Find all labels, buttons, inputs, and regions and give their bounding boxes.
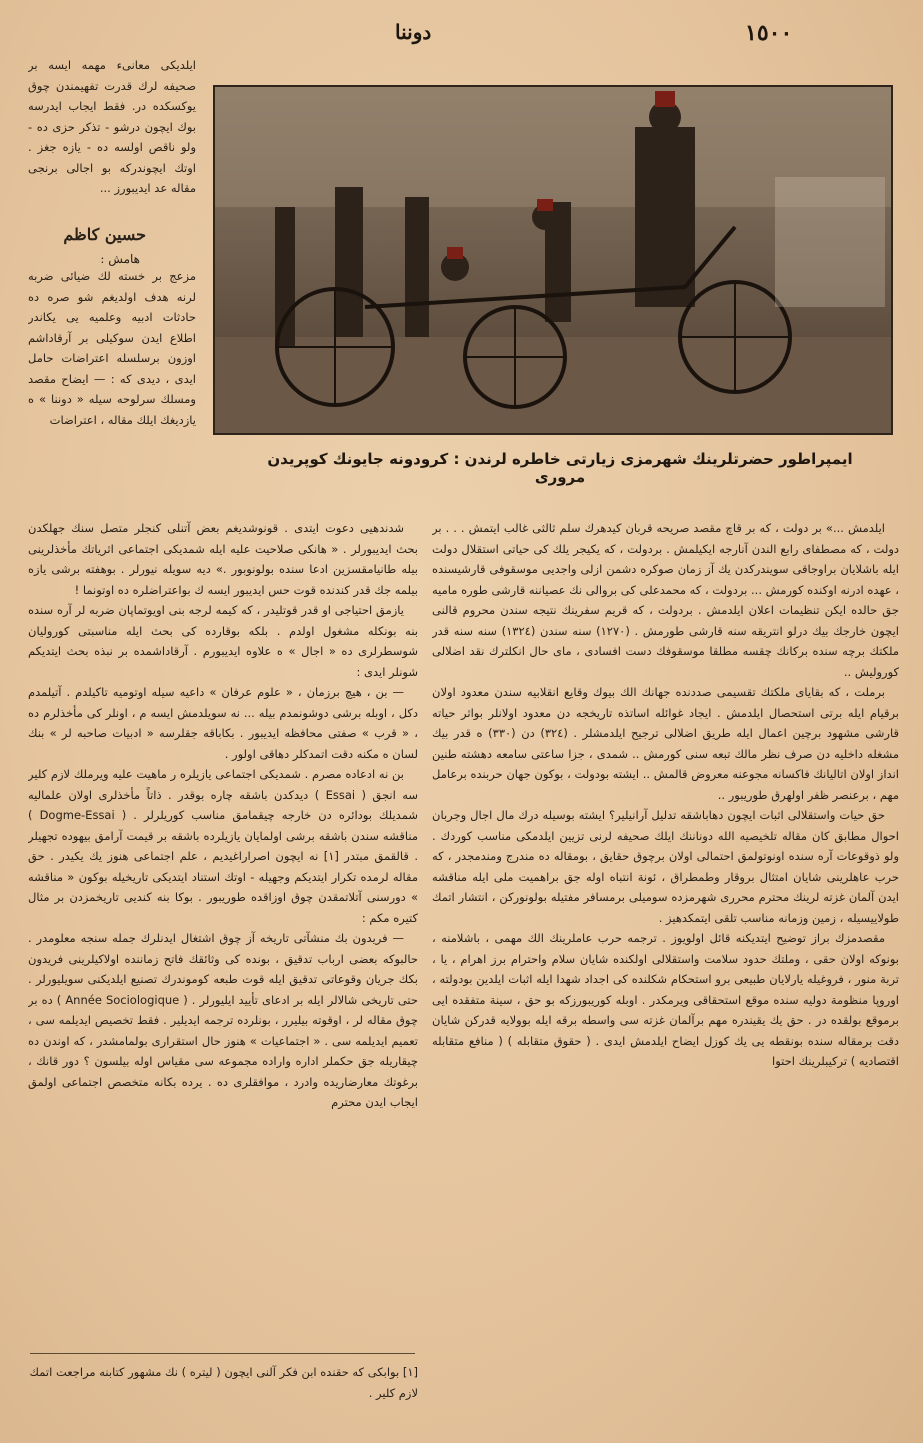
page-number: ١٥٠٠ (745, 20, 793, 46)
paragraph: مقصدمزك براز توضيح ايتديكنه قائل اولويوز . ترجمه حرب عاملرينك الك مهمى ، باشلامنه ، بونوكه اولان حقى ، وملتك حدود سلامت واستقلالى اولكنده شايان سلام واحترام برز اهرام ، يا ، تربة منور ، فروغيله يارلايان طبيعى برو استحكام شكلنده كى اجداد شهدا ايله اثبات ايلدين بودولته ، اوروپا منظومة دوليه سنده موقع استحقاقى ويرمكدر . اوبله كوريبورزكه بو حق ، سينة متفقده ايى برموقع بولقده در . حق يك يقيندره مهم برآلمان غزته سى واسطه برقه ايله بوولايه قدركن شايان دقت برمقاله سنده بونقطه يى يك كوزل ايضاح ايلدمش ايدى . ( حقوق متقابله ) ( منافع متقابله اقتصاديه ) تركيبلرينك احتوا (432, 931, 899, 1068)
photo-caption: ايمپراطور حضرتلرينك شهرمزى زيارتى خاطره لرندن : كرودونه جايونك كوپريدن مرورى (267, 450, 853, 486)
footnote-divider (30, 1353, 415, 1354)
paragraph: يازمق احتياجى او قدر قوتليدر ، كه كيمه لرجه بنى اويوتماپان ضربه لر آره سنده بنه بونكله مشغول اولدم . بلكه بوقارده كى بحث ايله مناسبتى كوروليان شوسطرلرى ده « اجال » ه علاوه ايديبورم . آرقاداشمده بر نبذه بحث ايتديكم شونلر ايدى : (28, 603, 418, 679)
paragraph: — فريدون بك منشآتى تاريخه آز چوق اشتغال ايدنلرك جمله سنجه معلومدر . حالبوكه بعضى ارباب تدقيق ، بونده كى وثائقك فاتح زماننده اولاكيلرينى فريدون بكك جريان وقوعاتى تدقيق ايله قوت طبعه كوموندرك تصنيع ايلديكنى سويليورلر . حتى تاريخى شالالر ايله بر ادعاى تأييد ايليورلر . ( Année Sociologique ) ده بر چوق مقاله لر ، اوقوته بيليرر ، بونلرده ترجمه ايديلير . فقط تخصيص ايديلمه سى ، تعميم ايديلمه سى . « اجتماعيات » هنوز حال استقرارى بولمامشدر ، كه اوندن ده چيقاريله جق حكملر اداره واراده مجموعه سى مقياس اوله بيلسون ؟ دور قانك ، برغوتك معارضاريده وادرد ، موافقلرى ده . يرده بكانه متخصص اجتماعى اولمق ايجاب ايدن محترم (28, 931, 418, 1109)
paragraph: شدندهيى دعوت ايتدى . قونوشديغم بعض آتنلى كنجلر متصل سنك جهلكدن بحث ايديبورلر . « هانكى صلاحيت عليه ايله شمديكى اجتماعى اثرياتك مأخذلرينى بيله طانيامقسزين ادعا سنده بولونوبور .» ديه سويله نيورلر . بوهفته برشى يازه بيلمه جك قدر كندنده قوت حس ايديبور ايسه ك بواعتراضلره ده اوتونما ! (28, 521, 418, 597)
publication-title: دوننا (395, 20, 432, 44)
author-signature: حسين كاظم (63, 225, 146, 244)
photograph-icon (215, 87, 891, 433)
right-column (432, 518, 899, 1273)
side-footnote-text: مزعج بر خسته لك ضيائى ضربه لرنه هدف اولديغم شو صره ده حادثات ادبيه وعلميه يى يكاندر اطلاع ايدن سوكيلى بر آرقاداشم اوزون برسلسله اعتراضات حامل ايدى ، ديدى كه : — ايضاح مقصد ومسلك سرلوحه سيله « دوننا » ه يازديغك ايلك مقاله ، اعتراضات (28, 269, 196, 427)
right-column-text (432, 518, 899, 1273)
side-article-end: ايلديكى معانىء مهمه ايسه بر صحيفه لرك قدرت تفهيمندن چوق يوكسكده در. فقط ايجاب ايدرسه بوك ايچون درشو - تذكر حزى ده - ولو ناقص اولسه ده - يازه جغز . اوتك ايچوندركه بو اجالى برنجى مقاله عد ايديبورز ... (28, 58, 196, 195)
paragraph: بن نه ادعاده مصرم . شمديكى اجتماعى يازيلره ر ماهيت عليه ويرملك لازم كلير سه انجق ( Essai ) ديدكدن باشقه چاره بوقدر . ذاتاً مأخذلرى اولان علماليه شمديلك بودائره دن خارجه چيقمامق مناسب كوريلرلر . ( Dogme-Essai ) مناقشه سندن باشقه برشى اولمايان يازيلرده باشقه بر قيمت آرامق بيهوده تجهيلر . قالقمق مبتدر [١] نه ايچون اصراراغيديم ، علم اجتماعى هنوز يك يكيدر . حق مقاله لرمده تكرار ايتديكم وجهيله - اوتك استناد ايتديكى تاريخيله بوكون « مناقشه » دورسنى آتلاتمقدن چوق اوزاقده طوريبور . بوكا بنه كنديى تاريخمزدن بر مثال كتيره مكم : (28, 767, 418, 925)
side-column (28, 55, 196, 500)
paragraph: — بن ، هيچ برزمان ، « علوم عرفان » داعيه سيله اوتوميه تاكيلدم . آتيلمدم دكل ، اوبله برشى دوشونمدم بيله ... نه سويلدمش ايسه م ، اونلر كى مأخذلرم ده ، « قرب » صفتى محافظه ايديبور . بكاباقه جقلرسه « ادبيات صاحبه لر » بنك لسان ه مكنه دقت اتمدكلر دهاقى اولور . (28, 685, 418, 761)
left-column-text (28, 518, 418, 1350)
page-footnote: [١] بوابكى كه حقنده ابن فكر آلنى ايچون ( ليتره ) نك مشهور كتابنه مراجعت اتمك لازم كلير . (29, 1365, 418, 1400)
left-column (28, 518, 418, 1350)
footnote-label: هامش : (100, 252, 140, 266)
paragraph: حق حيات واستقلالى اثبات ايچون دهاباشقه تدليل آرانيلير؟ ايشته بوسيله درك مال اجال وجربان احوال مطابق كان مقاله تلخيصيه الله دوناننك ايلك صحيفه لرنى تزيين ايلدمكى مناسب كوردك . ولو ذوقوعات آره سنده اونوتولمق احتمالى اولان برچوق حقايق ، بومقاله ده مندرج ومندمجدر ، كه حرب عاهلرينى شايان امتثال بروقار وطمطراق ، ئونة انتباه اوله جق براهميت ملى ايله مناقشه ايدن آلمان غزته لرينك محترم محررى شهرمزده سوميلى برمسافر مفتيله بولونوركن ، انتشار اتمك طولاييسيله ، زمين وزمانه مناسب تلقى ايتمكدهيز . (432, 808, 899, 925)
photograph (213, 85, 893, 435)
paragraph: ايلدمش ...» بر دولت ، كه بر قاچ مقصد صريحه قربان كيدهرك سلم ثالثى غالب ايتمش . . . بر دولت ، كه مصطفاى رابع الندن آنارجه ايكيلمش . بردولت ، كه يكيجر يلك كى حياتى استقلال دولت ايله باشلايان براوجاقى سويندركدن يك آز زمان صوكره دشمن ازلى واجديى موسقوفى قارشيسنده ، عهده ادرنه اوكنده كورمش ... بردولت ، كه محمدعلى كى بروالى نك عصياننه قارشى طوره ماميه جق حالده ايكن تنظيمات اعلان ايلدمش . بردولت ، كه قريم سفرينك نتيجه سندن محروم قالنى ايچون خارجك بيك درلو انتريقه سنه قارشى طورمش . (١٢٧٠) سنه سندن (١٣٢٤) سنه سنه قدر ملكتك برچه سنده بركانك چقسه مطلقا موسقوفك دست افسادى ، ماى حال انكلترك نقد اضلالى كوروليش .. (432, 521, 899, 679)
paragraph: برملت ، كه بقاياى ملكتك تقسيمى صددنده جهانك الك بيوك وقايع انقلابيه سندن معدود اولان برقيام ايله برتى استحصال ايلدمش . ايجاد غوائله اساتذه تاريخجه دن معدود اولانلر بواثر حياته قارشى مشهود برچين اعمال ايله طريق اضلالى ترجيح ايلدمشلر . (٣٢٤) دن (٣٣٠) ه قدر بيك مشغله داخليه دن صرف نظر مالك تبعه سنى كورمش .. شمدى ، جزا ساعتى سامعه دهشته طنين انداز اولان اتاليانك فاكسانه مجوعنه معروض قالمش .. ايشته بودولت ، بوكون جهان حربنده برعامل مهم ، برعنصر ظفر اولهرق طوريبور .. (432, 685, 899, 802)
